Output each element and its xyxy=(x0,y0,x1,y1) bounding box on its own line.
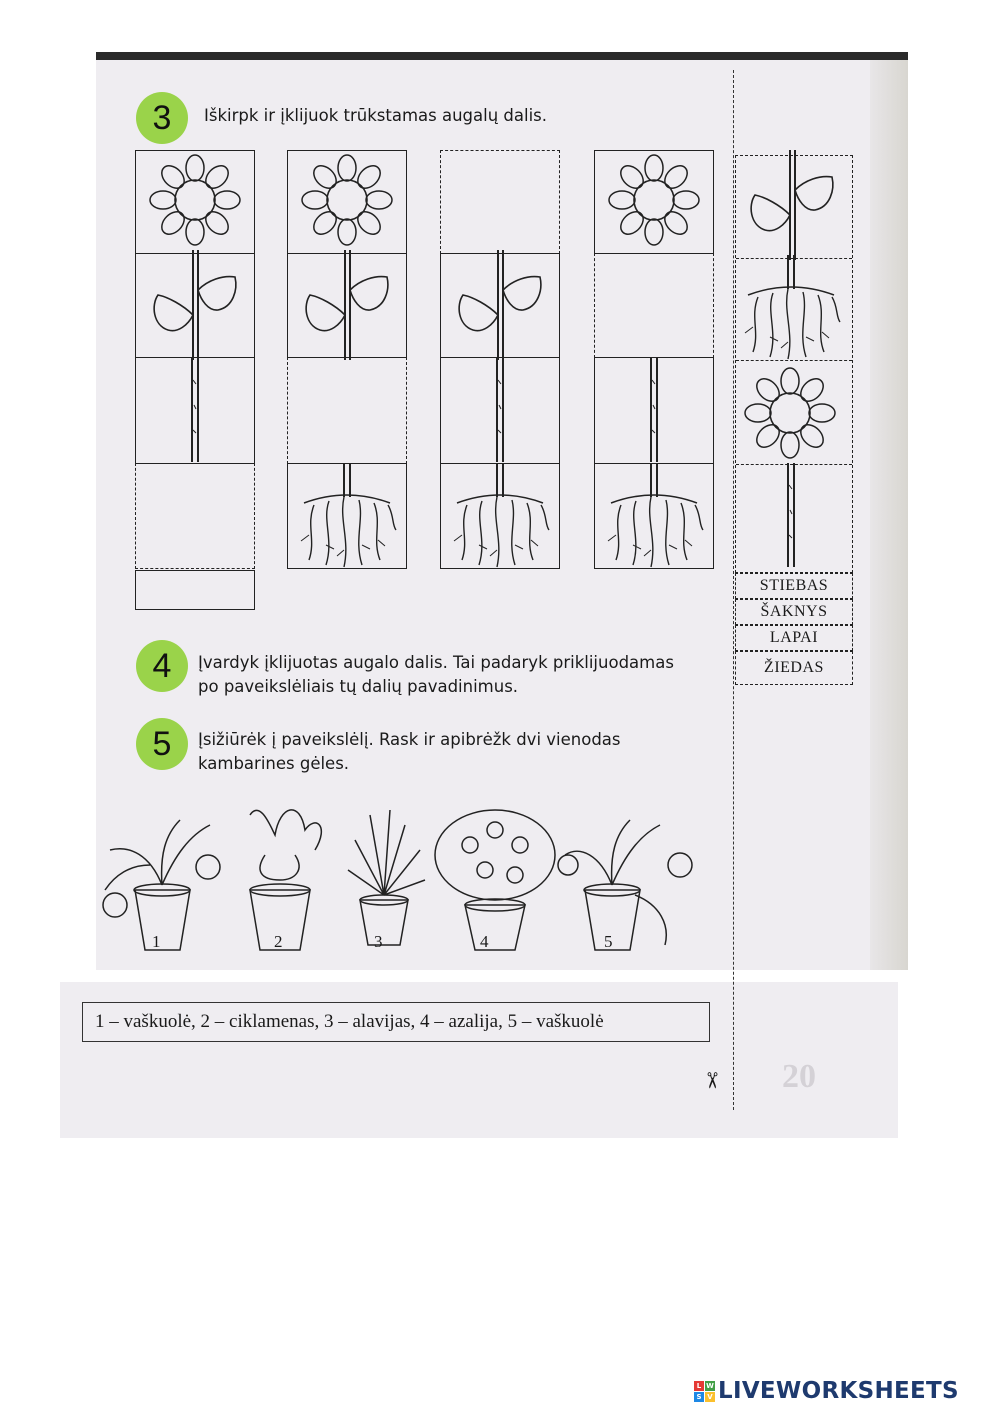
exercise-4-badge: 4 xyxy=(136,640,188,692)
potted-plants[interactable] xyxy=(90,795,730,965)
logo-blocks xyxy=(694,1381,715,1402)
exercise-3-instruction: Iškirpk ir įklijuok trūkstamas augalų dalis. xyxy=(204,106,548,125)
cutout-label-lapai[interactable]: LAPAI xyxy=(735,625,853,651)
cut-line xyxy=(733,70,734,1110)
pot-number-2: 2 xyxy=(274,932,283,951)
logo-block: V xyxy=(705,1392,715,1402)
exercise-4-instruction-line2: po paveikslėliais tų dalių pavadinimus. xyxy=(198,677,519,696)
cutout-divider xyxy=(736,258,852,259)
exercise-3-badge: 3 xyxy=(136,92,188,144)
logo-block: S xyxy=(694,1392,704,1402)
cutout-label-ziedas[interactable]: ŽIEDAS xyxy=(735,651,853,685)
cutout-label-stiebas[interactable]: STIEBAS xyxy=(735,573,853,599)
exercise-5-instruction-line2: kambarines gėles. xyxy=(198,754,350,773)
scissors-icon: ✂ xyxy=(698,1071,724,1090)
logo-text: LIVEWORKSHEETS xyxy=(718,1378,959,1404)
answer-key: 1 – vaškuolė, 2 – ciklamenas, 3 – alavijas, 4 – azalija, 5 – vaškuolė xyxy=(82,1002,710,1042)
logo-block: W xyxy=(706,1381,714,1390)
exercise-5-badge: 5 xyxy=(136,718,188,770)
pot-number-3: 3 xyxy=(374,932,383,951)
pot-number-5: 5 xyxy=(604,932,613,951)
logo-block: L xyxy=(694,1381,704,1391)
exercise-4-instruction-line1: Įvardyk įklijuotas augalo dalis. Tai padaryk priklijuodamas xyxy=(198,653,674,672)
pot-number-1: 1 xyxy=(152,932,161,951)
cutout-divider xyxy=(736,360,852,361)
liveworksheets-logo xyxy=(694,1378,959,1404)
exercise-5-instruction-line1: Įsižiūrėk į paveikslėlį. Rask ir apibrėžk dvi vienodas xyxy=(198,730,621,749)
cutout-label-saknys[interactable]: ŠAKNYS xyxy=(735,599,853,625)
cutout-divider xyxy=(736,464,852,465)
cutout-panel[interactable] xyxy=(735,155,853,573)
page-number: 20 xyxy=(782,1058,816,1095)
pot-number-4: 4 xyxy=(480,932,489,951)
